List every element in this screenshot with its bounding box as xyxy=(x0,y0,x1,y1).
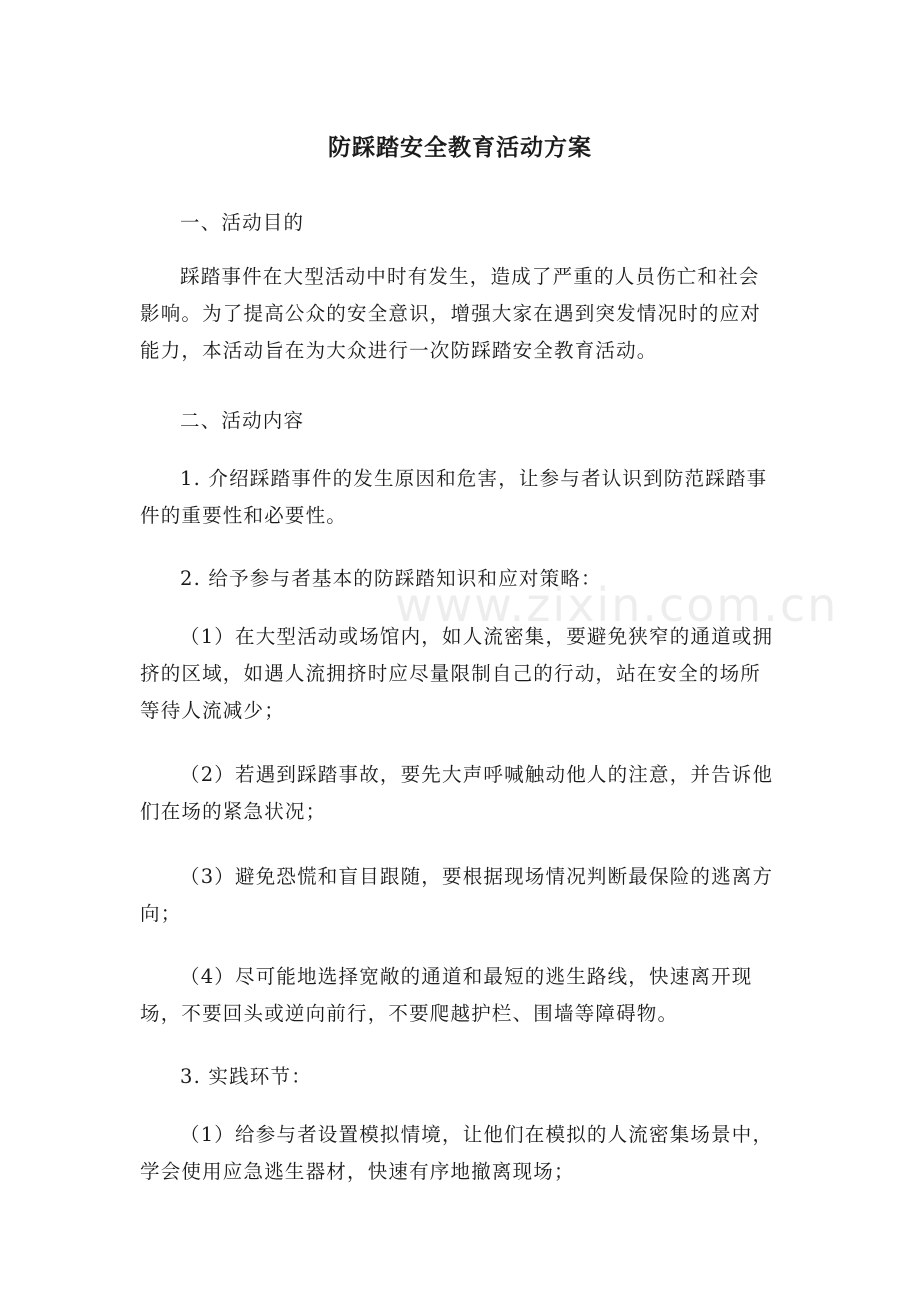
section-heading-content: 二、活动内容 xyxy=(180,409,305,432)
watermark: www.zixin.com.cn xyxy=(395,578,839,632)
practice-item-1: （1）给参与者设置模拟情境，让他们在模拟的人流密集场景中，学会使用应急逃生器材，快速有序地撤离现场； xyxy=(140,1123,774,1183)
sub-item-4: （4）尽可能地选择宽敞的通道和最短的逃生路线，快速离开现场，不要回头或逆向前行，不要爬越护栏、围墙等障碍物。 xyxy=(140,965,753,1025)
list-item-1: 1. 介绍踩踏事件的发生原因和危害，让参与者认识到防范踩踏事件的重要性和必要性。 xyxy=(140,467,768,527)
list-item-2: 2. 给予参与者基本的防踩踏知识和应对策略： xyxy=(180,567,602,590)
section-heading-purpose: 一、活动目的 xyxy=(180,211,305,234)
document-title: 防踩踏安全教育活动方案 xyxy=(328,135,592,161)
paragraph-purpose: 踩踏事件在大型活动中时有发生，造成了严重的人员伤亡和社会影响。为了提高公众的安全意识，增强大家在遇到突发情况时的应对能力，本活动旨在为大众进行一次防踩踏安全教育活动。 xyxy=(140,265,762,362)
list-item-3: 3. 实践环节： xyxy=(180,1065,312,1088)
sub-item-2: （2）若遇到踩踏事故，要先大声呼喊触动他人的注意，并告诉他们在场的紧急状况； xyxy=(140,763,774,823)
sub-item-3: （3）避免恐慌和盲目跟随，要根据现场情况判断最保险的逃离方向； xyxy=(140,865,774,925)
sub-item-1: （1）在大型活动或场馆内，如人流密集，要避免狭窄的通道或拥挤的区域，如遇人流拥挤时应尽量限制自己的行动，站在安全的场所等待人流减少； xyxy=(140,625,774,722)
